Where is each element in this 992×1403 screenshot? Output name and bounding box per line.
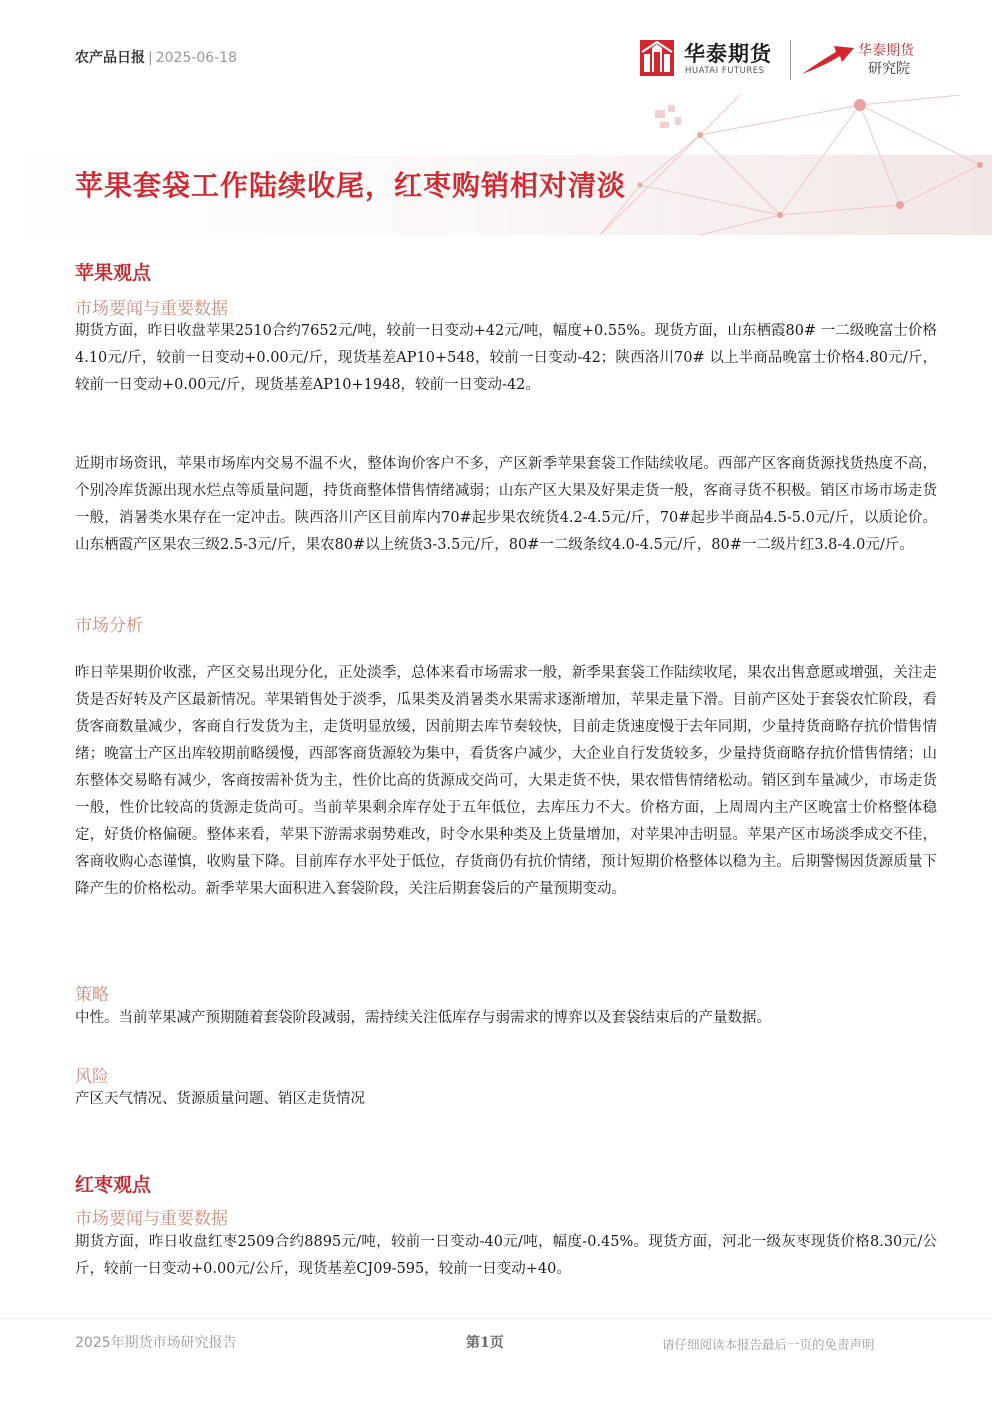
apple-risk-heading: 风险: [75, 1067, 109, 1087]
company-logo: [640, 38, 930, 84]
jujube-news-paragraph-1: 期货方面，昨日收盘红枣2509合约8895元/吨，较前一日变动-40元/吨，幅度-0.45%。现货方面，河北一级灰枣现货价格8.30元/公斤，较前一日变动+0.00元/公斤，现货基差CJ09-595，较前一日变动+40。: [75, 1234, 937, 1277]
report-name: 农产品日报: [75, 50, 145, 66]
apple-strategy-heading: 策略: [75, 985, 109, 1005]
apple-news-paragraph-1: 期货方面，昨日收盘苹果2510合约7652元/吨，较前一日变动+42元/吨，幅度+0.55%。现货方面，山东栖霞80# 一二级晚富士价格4.10元/斤，较前一日变动+0.00元/斤，现货基差AP10+548，较前一日变动-42；陕西洛川70# 以上半商品晚富士价格4.80元/斤，较前一日变动+0.00元/斤，现货基差AP10+1948，较前一日变动-42。: [75, 323, 937, 393]
footer-disclaimer-note: 请仔细阅读本报告最后一页的免责声明: [662, 1337, 875, 1352]
header-separator: |: [148, 50, 153, 66]
logo-company-en: HUATAI FUTURES: [685, 66, 765, 76]
footer-page-number: 第1页: [466, 1335, 504, 1351]
footer-report-series: 2025年期货市场研究报告: [75, 1335, 237, 1351]
huatai-logo-icon: [640, 40, 674, 76]
apple-news-heading: 市场要闻与重要数据: [75, 299, 228, 319]
institute-arrow-icon: [800, 42, 856, 78]
apple-analysis-paragraph: 昨日苹果期价收涨，产区交易出现分化，正处淡季，总体来看市场需求一般，新季果套袋工作陆续收尾，果农出售意愿或增强，关注走货是否好转及产区最新情况。苹果销售处于淡季，瓜果类及消暑类水果需求逐渐增加，苹果走量下滑。目前产区处于套袋农忙阶段，看货客商数量减少，客商自行发货为主，走货明显放缓，因前期去库节奏较快，目前走货速度慢于去年同期，少量持货商略存抗价惜售情绪；晚富士产区出库较期前略缓慢，西部客商货源较为集中，看货客户减少，大企业自行发货较多，少量持货商略存抗价惜售情绪；山东整体交易略有减少，客商按需补货为主，性价比高的货源成交尚可，大果走货不快，果农惜售情绪松动。销区到车量减少，市场走货一般，性价比较高的货源走货尚可。当前苹果剩余库存处于五年低位，去库压力不大。价格方面，上周周内主产区晚富士价格整体稳定，好货价格偏硬。整体来看，苹果下游需求弱势难改，时令水果种类及上货量增加，对苹果冲击明显。苹果产区市场淡季成交不佳，客商收购心态谨慎，收购量下降。目前库存水平处于低位，存货商仍有抗价情绪，预计短期价格整体以稳为主。后期警惕因货源质量下降产生的价格松动。新季苹果大面积进入套袋阶段，关注后期套袋后的产量预期变动。: [75, 665, 937, 897]
report-header: [75, 47, 237, 67]
logo-divider: [790, 40, 791, 80]
logo-institute-line2: 研究院: [868, 61, 910, 77]
apple-section-heading: 苹果观点: [75, 262, 152, 284]
logo-company-cn: 华泰期货: [684, 42, 772, 66]
apple-risk-paragraph: 产区天气情况、货源质量问题、销区走货情况: [75, 1091, 365, 1107]
footer-divider: [0, 1318, 992, 1319]
apple-news-paragraph-2: 近期市场资讯，苹果市场库内交易不温不火，整体询价客户不多，产区新季苹果套袋工作陆续收尾。西部产区客商货源找货热度不高，个别冷库货源出现水烂点等质量问题，持货商整体惜售情绪减弱；山东产区大果及好果走货一般，客商寻货不积极。销区市场市场走货一般，消暑类水果存在一定冲击。陕西洛川产区目前库内70#起步果农统货4.2-4.5元/斤，70#起步半商品4.5-5.0元/斤，以质论价。 山东栖霞产区果农三级2.5-3元/斤，果农80#以上统货3-3.5元/斤，80#一二级条纹4.0-4.5元/斤，80#一二级片红3.8-4.0元/斤。: [75, 456, 937, 553]
jujube-section-heading: 红枣观点: [75, 1174, 152, 1196]
report-date: 2025-06-18: [155, 50, 238, 66]
logo-institute-line1: 华泰期货: [858, 43, 914, 59]
report-title: 苹果套袋工作陆续收尾，红枣购销相对清淡: [75, 169, 627, 202]
jujube-news-heading: 市场要闻与重要数据: [75, 1209, 228, 1229]
apple-analysis-heading: 市场分析: [75, 616, 143, 636]
apple-strategy-paragraph: 中性。当前苹果减产预期随着套袋阶段减弱，需持续关注低库存与弱需求的博弈以及套袋结束后的产量数据。: [75, 1010, 771, 1026]
